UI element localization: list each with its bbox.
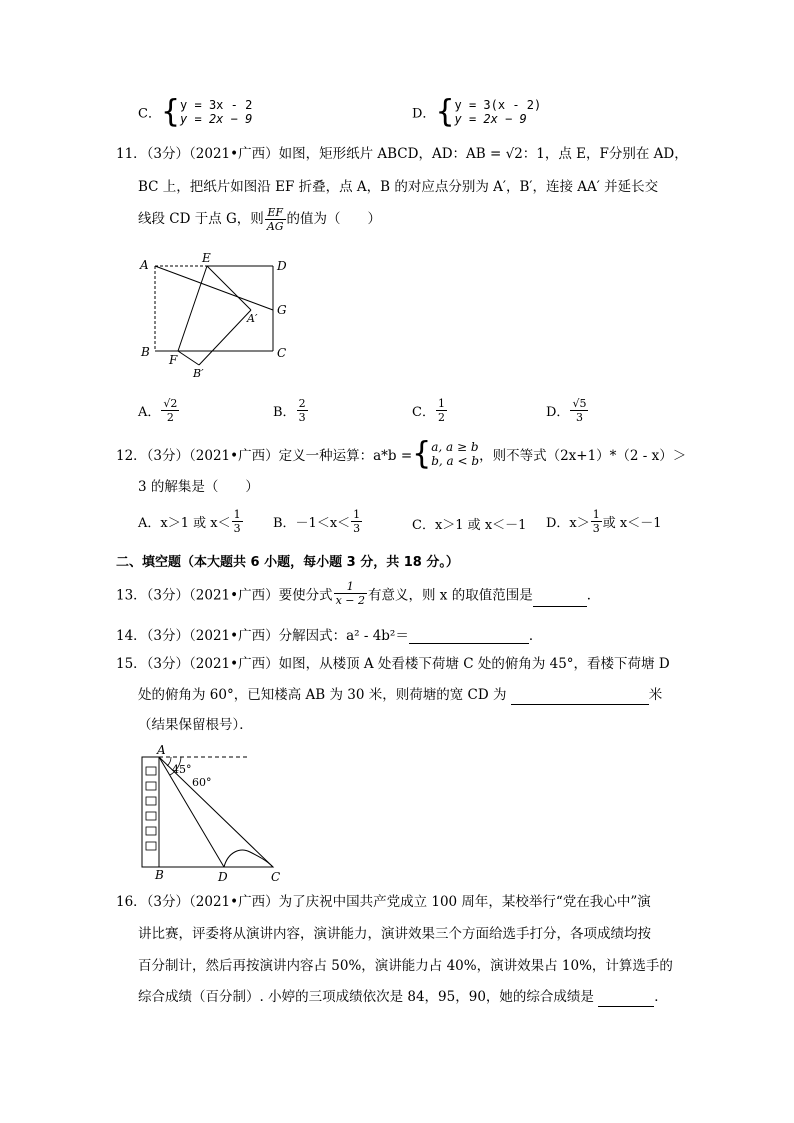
sight-line-ad [159, 757, 224, 867]
window-icon [146, 827, 156, 835]
window-icon [146, 812, 156, 820]
brace-icon: { [412, 435, 432, 472]
q16-line3: 百分制计，然后再按演讲内容占 50%，演讲能力占 40%，演讲效果占 10%，计算选手的 [138, 958, 673, 974]
q11-fraction: $\frac{EF}{AG}$ [266, 206, 284, 233]
label-a: A [157, 743, 166, 757]
angle-label-45: 45° [172, 763, 192, 776]
q11-option-d[interactable]: D． $\frac{√5}{3}$ [546, 397, 587, 424]
q15-line3: （结果保留根号）． [138, 717, 253, 733]
q13-answer-blank[interactable] [533, 592, 587, 607]
q12-line2: 3 的解集是（ ） [138, 479, 259, 495]
q11-rectangle-figure [135, 248, 305, 383]
q15-line2: 处的俯角为 60°，已知楼高 AB 为 30 米，则荷塘的宽 CD 为 米 [138, 687, 663, 703]
q13: 13．（3分）（2021•广西）要使分式 $\frac{1}{x - 2}$ 有意义，则 x 的取值范围是 ． [116, 580, 601, 607]
window-icon [146, 782, 156, 790]
angle-label-60: 60° [192, 776, 212, 789]
label-c: C [271, 870, 281, 882]
q14: 14．（3分）（2021•广西）分解因式：a² - 4b²＝ ． [116, 628, 543, 644]
pond [224, 850, 273, 867]
window-icon [146, 797, 156, 805]
segment-ef [178, 266, 207, 351]
q11-option-a[interactable]: A． $\frac{√2}{2}$ [138, 397, 178, 424]
q10-option-c-system: y = 3x - 2 y = 2x − 9 [180, 98, 253, 126]
brace-icon: { [160, 93, 181, 130]
label-b: B [141, 345, 150, 359]
segment-a1b1 [199, 310, 251, 365]
label-a-prime: A′ [247, 312, 258, 325]
q12-line1: 12．（3分）（2021•广西）定义一种运算：a*b ={ a, a ≥ b b, a < b ，则不等式（2x+1）*（2 - x）＞ [116, 435, 687, 472]
label-d: D [277, 259, 287, 273]
q11-line2: BC 上，把纸片如图沿 EF 折叠，点 A，B 的对应点分别为 A′，B′，连接 AA′ 并延长交 [138, 179, 659, 195]
q15-answer-blank[interactable] [511, 690, 649, 705]
q11-option-b[interactable]: B． $\frac{2}{3}$ [273, 397, 306, 424]
q10-option-d-label: D． [412, 106, 436, 122]
label-f: F [169, 353, 178, 367]
section-title-fill-in: 二、填空题（本大题共 6 小题，每小题 3 分，共 18 分。） [116, 555, 459, 570]
q16-line1: 16．（3分）（2021•广西）为了庆祝中国共产党成立 100 周年，某校举行“党在我心中”演 [116, 894, 651, 910]
q16-line2: 讲比赛，评委将从演讲内容，演讲能力，演讲效果三个方面给选手打分，各项成绩均按 [138, 926, 651, 942]
brace-icon: { [435, 93, 455, 130]
q10-option-d[interactable] [412, 93, 542, 130]
q16-line4: 综合成绩（百分制）. 小婷的三项成绩依次是 84，95，90，她的综合成绩是 ． [138, 989, 668, 1005]
q11-line3: 线段 CD 于点 G，则 $\frac{EF}{AG}$ 的值为（ ） [138, 206, 382, 233]
window-icon [146, 767, 156, 775]
q12-option-c[interactable]: C．x＞1 或 x＜－1 [412, 518, 527, 533]
q12-option-d[interactable]: D．x＞ $\frac{1}{3}$ 或 x＜－1 [546, 508, 662, 535]
q11-option-c[interactable]: C． $\frac{1}{2}$ [412, 397, 445, 424]
q15-line1: 15．（3分）（2021•广西）如图，从楼顶 A 处看楼下荷塘 C 处的俯角为 45°，看楼下荷塘 D [116, 656, 670, 672]
label-b-prime: B′ [193, 367, 204, 380]
label-a: A [140, 258, 149, 272]
q14-answer-blank[interactable] [409, 629, 529, 644]
window-icon [146, 842, 156, 850]
label-e: E [202, 251, 211, 265]
q10-option-c-label: C． [138, 106, 161, 122]
q10-option-c[interactable] [138, 93, 253, 130]
label-d: D [218, 870, 228, 882]
q15-building-figure [138, 742, 288, 882]
q12-option-b[interactable]: B．－1＜x＜ $\frac{1}{3}$ [273, 508, 361, 535]
q10-option-d-system: y = 3(x - 2) y = 2x − 9 [454, 98, 542, 126]
label-b: B [155, 868, 164, 882]
label-c: C [277, 346, 287, 360]
q12-option-a[interactable]: A．x＞1 或 x＜ $\frac{1}{3}$ [138, 508, 241, 535]
segment-fb1 [178, 351, 199, 365]
q11-line1: 11．（3分）（2021•广西）如图，矩形纸片 ABCD，AD：AB = √2：1，点 E，F分别在 AD， [116, 146, 688, 162]
q16-answer-blank[interactable] [598, 992, 654, 1007]
label-g: G [277, 303, 287, 317]
